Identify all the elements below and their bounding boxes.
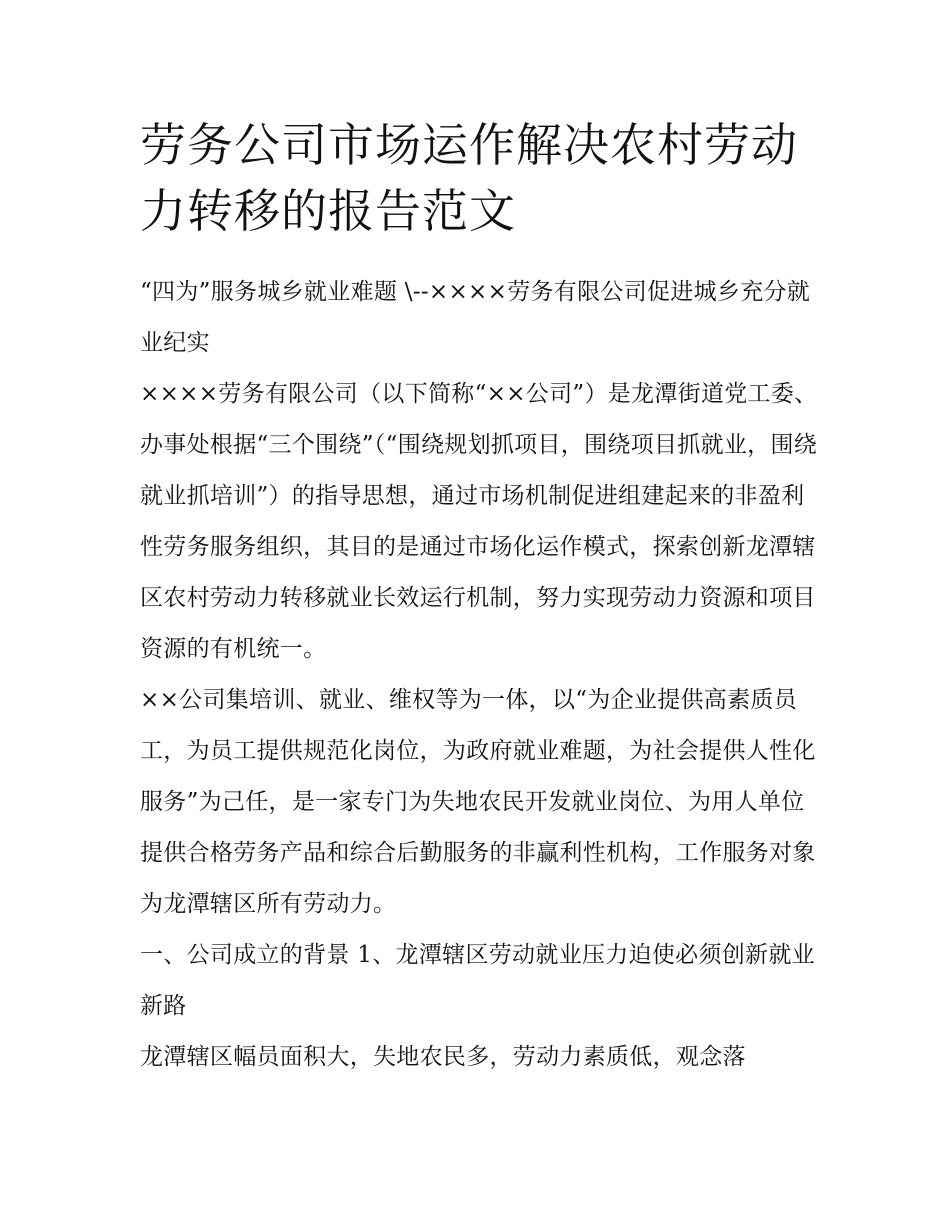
document-body — [140, 112, 820, 1083]
subtitle-paragraph: “四为”服务城乡就业难题 \--××××劳务有限公司促进城乡充分就业纪实 — [140, 279, 811, 356]
document-title: 劳务公司市场运作解决农村劳动力转移的报告范文 — [140, 118, 798, 238]
intro-paragraph: ××××劳务有限公司（以下简称“××公司”）是龙潭街道党工委、办事处根据“三个围绕”（“围绕规划抓项目，围绕项目抓就业，围绕就业抓培训”）的指导思想，通过市场机制促进组建起来的非盈利性劳务服务组织，其目的是通过市场化运作模式，探索创新龙潭辖区农村劳动力转移就业长效运行机制，努力实现劳动力资源和项目资源的有机统一。 — [140, 381, 818, 662]
body-paragraph: 龙潭辖区幅员面积大，失地农民多，劳动力素质低，观念落 — [140, 1044, 746, 1070]
mission-paragraph: ××公司集培训、就业、维权等为一体，以“为企业提供高素质员工，为员工提供规范化岗位，为政府就业难题，为社会提供人性化服务”为己任，是一家专门为失地农民开发就业岗位、为用人单位提供合格劳务产品和综合后勤服务的非赢利性机构，工作服务对象为龙潭辖区所有劳动力。 — [140, 687, 816, 917]
section-heading-background: 一、公司成立的背景 1、龙潭辖区劳动就业压力迫使必须创新就业新路 — [140, 942, 815, 1019]
